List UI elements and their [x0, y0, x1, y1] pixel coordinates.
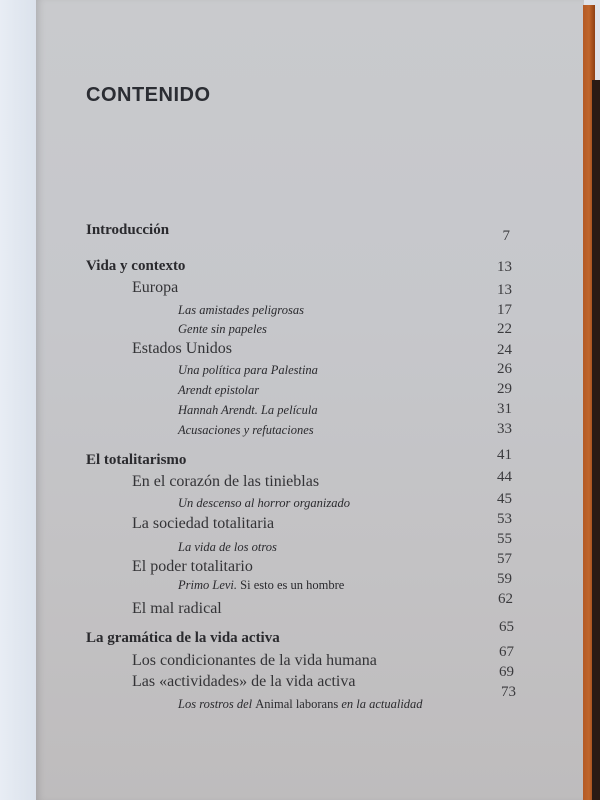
toc-page-number: 44 [497, 469, 512, 485]
toc-entry-mal-radical: El mal radical [132, 600, 222, 617]
toc-entry-rostros-italic: Los rostros del [178, 697, 256, 711]
toc-page-number: 53 [497, 511, 512, 527]
toc-entry-introduccion: Introducción [86, 222, 170, 238]
toc-entry-europa: Europa [132, 279, 179, 296]
toc-entry-poder-totalitario: El poder totalitario [132, 558, 253, 575]
toc-entry-condicionantes-vida-humana: Los condicionantes de la vida humana [132, 652, 377, 669]
toc-page-number: 55 [497, 531, 512, 547]
toc-entry-primo-levi-italic: Primo Levi. [178, 578, 238, 592]
toc-page-number: 41 [497, 447, 512, 463]
toc-page-number: 22 [497, 321, 512, 337]
toc-page-number: 31 [497, 401, 512, 417]
toc-page-number: 59 [497, 571, 512, 587]
toc-entry-sociedad-totalitaria: La sociedad totalitaria [132, 515, 275, 532]
toc-entry-politica-palestina: Una política para Palestina [178, 363, 318, 377]
toc-entry-corazon-tinieblas: En el corazón de las tinieblas [132, 473, 320, 490]
toc-page-number: 62 [498, 591, 513, 607]
toc-page-number: 57 [497, 551, 512, 567]
toc-entry-primo-levi-title: Si esto es un hombre [237, 578, 345, 592]
toc-entry-gente-sin-papeles: Gente sin papeles [178, 322, 267, 336]
toc-entry-acusaciones-refutaciones: Acusaciones y refutaciones [178, 423, 314, 437]
background-right [592, 80, 600, 800]
toc-page-number: 13 [497, 282, 512, 298]
background-left [0, 0, 36, 800]
page-title: CONTENIDO [86, 84, 211, 106]
toc-entry-arendt-epistolar: Arendt epistolar [178, 383, 260, 397]
toc-entry-descenso-horror: Un descenso al horror organizado [178, 496, 350, 510]
toc-page-number: 65 [499, 619, 514, 635]
toc-entry-rostros-animal-laborans [178, 697, 423, 712]
toc-entry-actualidad-italic: en la actualidad [338, 697, 423, 711]
toc-page-number: 7 [502, 228, 510, 244]
toc-page-number: 13 [497, 259, 512, 275]
toc-page-number: 24 [497, 342, 512, 358]
toc-page-number: 45 [497, 491, 512, 507]
toc-entry-primo-levi [178, 578, 344, 593]
toc-entry-vida-y-contexto: Vida y contexto [86, 258, 186, 274]
toc-entry-vida-de-los-otros: La vida de los otros [178, 540, 277, 554]
toc-entry-el-totalitarismo: El totalitarismo [86, 452, 187, 468]
toc-page-number: 69 [499, 664, 514, 680]
toc-page-number: 29 [497, 381, 512, 397]
toc-entry-amistades-peligrosas: Las amistades peligrosas [178, 303, 304, 317]
toc-entry-animal-laborans: Animal laborans [255, 697, 339, 711]
toc-page-number: 17 [497, 302, 512, 318]
toc-entry-estados-unidos: Estados Unidos [132, 340, 232, 357]
toc-entry-gramatica-vida-activa: La gramática de la vida activa [86, 630, 280, 646]
toc-page-number: 33 [497, 421, 512, 437]
toc-page-number: 67 [499, 644, 514, 660]
toc-page-number: 26 [497, 361, 512, 377]
toc-page-number: 73 [501, 684, 516, 700]
toc-entry-hannah-arendt-pelicula: Hannah Arendt. La película [178, 403, 318, 417]
toc-entry-actividades-vida-activa: Las «actividades» de la vida activa [132, 673, 356, 690]
